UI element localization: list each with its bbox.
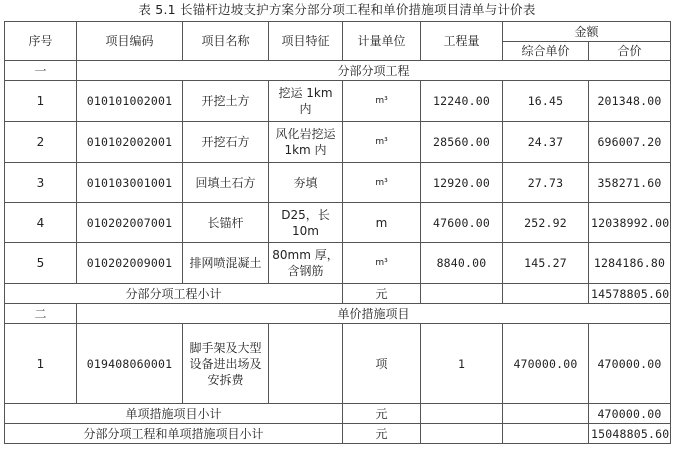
row-quantity: 1	[421, 324, 503, 404]
subtotal-total: 470000.00	[589, 404, 671, 424]
table-row	[5, 203, 671, 243]
row-code: 010202007001	[77, 203, 183, 243]
row-code: 010101002001	[77, 81, 183, 122]
row-total: 358271.60	[589, 163, 671, 203]
row-seq: 1	[5, 324, 77, 404]
row-unit-price: 27.73	[503, 163, 589, 203]
row-total: 12038992.00	[589, 203, 671, 243]
row-seq: 1	[5, 81, 77, 122]
row-code: 010102002001	[77, 122, 183, 163]
row-name: 开挖土方	[183, 81, 269, 122]
row-feature: 挖运 1km 内	[269, 81, 343, 122]
row-total: 201348.00	[589, 81, 671, 122]
row-feature: D25，长 10m	[269, 203, 343, 243]
subtotal-row	[5, 404, 671, 424]
row-quantity: 47600.00	[421, 203, 503, 243]
row-quantity: 28560.00	[421, 122, 503, 163]
section-title: 分部分项工程	[77, 61, 671, 81]
subtotal-unit: 元	[343, 404, 421, 424]
row-unit-price: 145.27	[503, 243, 589, 284]
subtotal-label: 单项措施项目小计	[5, 404, 343, 424]
row-unit-price: 470000.00	[503, 324, 589, 404]
subtotal-total: 14578805.60	[589, 284, 671, 304]
row-seq: 2	[5, 122, 77, 163]
row-feature	[269, 324, 343, 404]
row-unit: m³	[343, 243, 421, 284]
row-total: 696007.20	[589, 122, 671, 163]
row-quantity: 8840.00	[421, 243, 503, 284]
section-seq: 二	[5, 304, 77, 324]
row-total: 470000.00	[589, 324, 671, 404]
row-code: 019408060001	[77, 324, 183, 404]
header-name: 项目名称	[183, 22, 269, 61]
table-row	[5, 122, 671, 163]
section-row	[5, 304, 671, 324]
row-feature: 夯填	[269, 163, 343, 203]
row-name: 脚手架及大型设备进出场及安拆费	[183, 324, 269, 404]
grand-total-row	[5, 424, 671, 444]
section-seq: 一	[5, 61, 77, 81]
cost-table	[4, 21, 671, 444]
section-title: 单价措施项目	[77, 304, 671, 324]
header-quantity: 工程量	[421, 22, 503, 61]
row-unit-price: 16.45	[503, 81, 589, 122]
row-name: 回填土石方	[183, 163, 269, 203]
header-unit: 计量单位	[343, 22, 421, 61]
grand-total-label: 分部分项工程和单项措施项目小计	[5, 424, 343, 444]
row-total: 1284186.80	[589, 243, 671, 284]
row-unit: m	[343, 203, 421, 243]
row-unit: m³	[343, 163, 421, 203]
header-total: 合价	[589, 42, 671, 61]
row-unit-price: 252.92	[503, 203, 589, 243]
table-row	[5, 243, 671, 284]
row-seq: 3	[5, 163, 77, 203]
row-quantity: 12920.00	[421, 163, 503, 203]
row-seq: 5	[5, 243, 77, 284]
row-code: 010202009001	[77, 243, 183, 284]
subtotal-row	[5, 284, 671, 304]
table-row	[5, 324, 671, 404]
subtotal-unit: 元	[343, 284, 421, 304]
row-quantity: 12240.00	[421, 81, 503, 122]
grand-total-value: 15048805.60	[589, 424, 671, 444]
row-unit: m³	[343, 122, 421, 163]
header-seq: 序号	[5, 22, 77, 61]
table-row	[5, 163, 671, 203]
row-feature: 风化岩挖运 1km 内	[269, 122, 343, 163]
section-row	[5, 61, 671, 81]
grand-total-unit: 元	[343, 424, 421, 444]
header-feature: 项目特征	[269, 22, 343, 61]
row-name: 排网喷混凝土	[183, 243, 269, 284]
row-unit-price: 24.37	[503, 122, 589, 163]
header-code: 项目编码	[77, 22, 183, 61]
row-feature: 80mm 厚，含钢筋	[269, 243, 343, 284]
table-row	[5, 81, 671, 122]
table-caption: 表 5.1 长锚杆边坡支护方案分部分项工程和单价措施项目清单与计价表	[138, 2, 536, 17]
row-name: 长锚杆	[183, 203, 269, 243]
row-name: 开挖石方	[183, 122, 269, 163]
header-amount: 金额	[503, 22, 671, 42]
row-unit: 项	[343, 324, 421, 404]
row-code: 010103001001	[77, 163, 183, 203]
row-unit: m³	[343, 81, 421, 122]
row-seq: 4	[5, 203, 77, 243]
header-unit-price: 综合单价	[503, 42, 589, 61]
subtotal-label: 分部分项工程小计	[5, 284, 343, 304]
